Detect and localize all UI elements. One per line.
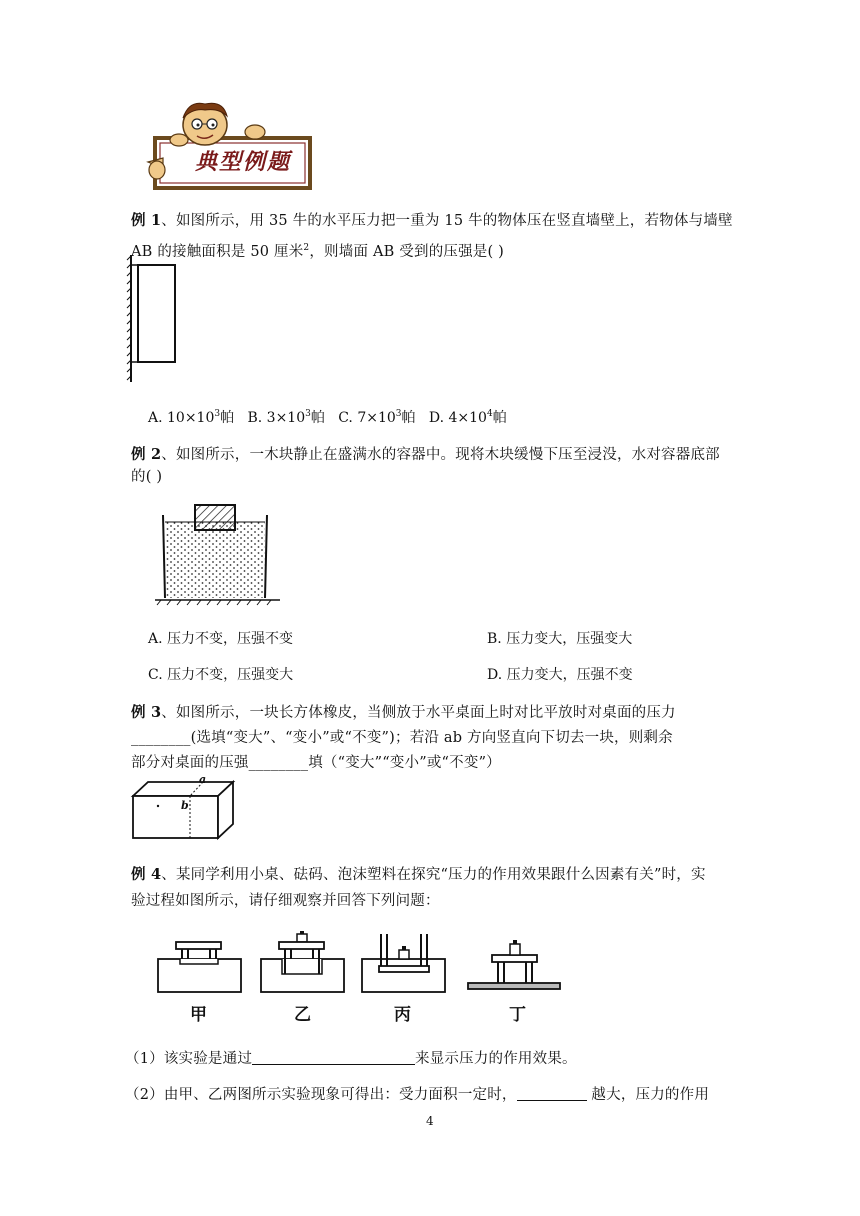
banner-title: 典型例题: [194, 150, 291, 175]
ex1-line2: AB 的接触面积是 50 厘米$^2$，则墙面 AB 受到的压强是( ): [131, 243, 505, 260]
ex2-option-b[interactable]: B. 压力变大，压强变大: [487, 631, 633, 647]
ex4-figure-jia: [156, 938, 246, 998]
ex4-q1-blank[interactable]: [252, 1049, 415, 1065]
ex2-line2: 的( ): [131, 469, 163, 485]
ex4-label-yi: 乙: [294, 1005, 311, 1025]
ex3-line1: 例 3、如图所示，一块长方体橡皮，当侧放于水平桌面上时对比平放时对桌面的压力: [131, 704, 676, 721]
ex3-label: 例 3: [131, 704, 162, 721]
ex3-line3: 部分对桌面的压强________填（“变大”“变小”或“不变”）: [131, 755, 501, 771]
ex2-option-c[interactable]: C. 压力不变，压强变大: [148, 667, 294, 683]
ex4-figure-ding: [465, 930, 565, 990]
ex4-line1: 例 4、某同学利用小桌、砝码、泡沫塑料在探究“压力的作用效果跟什么因素有关”时，实: [131, 866, 706, 883]
ex4-label-jia: 甲: [190, 1005, 207, 1025]
ex1-figure-wall-block: [126, 252, 186, 387]
ex1-label: 例 1: [131, 212, 162, 229]
ex3-fig-label-a: a: [199, 773, 207, 786]
ex4-q1: （1）该实验是通过 来显示压力的作用效果。: [125, 1051, 577, 1067]
ex4-label-ding: 丁: [509, 1005, 526, 1025]
cartoon-teacher-icon: [143, 100, 313, 192]
ex1-options: [148, 404, 507, 428]
ex2-line1: 例 2、如图所示，一木块静止在盛满水的容器中。现将木块缓慢下压至浸没，水对容器底部: [131, 446, 720, 463]
ex2-option-a[interactable]: A. 压力不变，压强不变: [148, 631, 294, 647]
ex1-option-d[interactable]: D. $4\times 10^4$帕: [428, 409, 507, 426]
ex2-label: 例 2: [131, 446, 162, 463]
ex4-line2: 验过程如图所示，请仔细观察并回答下列问题：: [131, 893, 440, 909]
ex1-option-c[interactable]: C. $7\times 10^3$帕: [338, 409, 416, 426]
ex2-option-d[interactable]: D. 压力变大，压强不变: [487, 667, 633, 683]
page-number: 4: [426, 1114, 434, 1128]
ex2-figure-container: [155, 500, 285, 610]
ex3-fig-label-b: b: [181, 799, 189, 812]
ex4-q2: （2）由甲、乙两图所示实验现象可得出：受力面积一定时， 越大，压力的作用: [125, 1087, 710, 1103]
ex4-figure-bing: [359, 928, 449, 998]
ex4-q2-blank[interactable]: [517, 1085, 587, 1101]
ex1-option-a[interactable]: A. $10\times 10^3$帕: [148, 409, 235, 426]
ex4-figure-yi: [259, 928, 349, 988]
ex4-label-bing: 丙: [394, 1005, 411, 1025]
ex1-line1: 例 1、如图所示，用 35 牛的水平压力把一重为 15 牛的物体压在竖直墙壁上，若物体与墙壁: [131, 212, 733, 229]
ex3-line2: ________(选填“变大”、“变小”或“不变”)；若沿 ab 方向竖直向下切去一块，则剩余: [131, 730, 673, 746]
ex4-label: 例 4: [131, 866, 162, 883]
section-banner: [143, 100, 313, 192]
ex1-option-b[interactable]: B. $3\times 10^3$帕: [247, 409, 325, 426]
